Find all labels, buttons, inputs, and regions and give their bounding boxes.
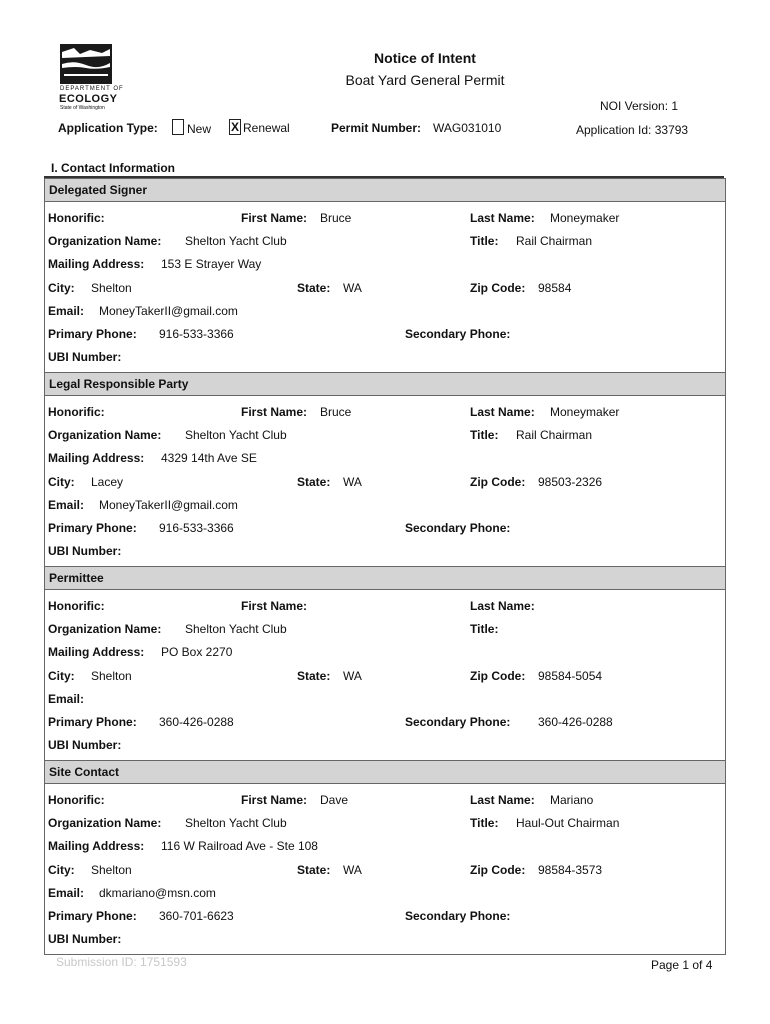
last-name-label: Last Name: — [470, 211, 535, 225]
last-name-label: Last Name: — [470, 599, 535, 613]
zip-value: 98584-3573 — [538, 863, 603, 877]
organization-value: Shelton Yacht Club — [185, 816, 287, 830]
city-label: City: — [48, 475, 75, 489]
state-value: WA — [343, 475, 362, 489]
section-heading: Permittee — [45, 567, 725, 590]
primary-phone-value: 360-426-0288 — [159, 715, 234, 729]
primary-phone-label: Primary Phone: — [48, 715, 137, 729]
mailing-address-label: Mailing Address: — [48, 257, 145, 271]
zip-label: Zip Code: — [470, 475, 526, 489]
page-number: Page 1 of 4 — [651, 958, 713, 972]
honorific-label: Honorific: — [48, 405, 105, 419]
email-value: dkmariano@msn.com — [99, 886, 216, 900]
state-label: State: — [297, 863, 331, 877]
email-value: MoneyTakerII@gmail.com — [99, 304, 238, 318]
section-heading: Legal Responsible Party — [45, 373, 725, 396]
organization-label: Organization Name: — [48, 428, 162, 442]
email-label: Email: — [48, 886, 85, 900]
ubi-label: UBI Number: — [48, 932, 122, 946]
new-label: New — [187, 122, 212, 136]
first-name-label: First Name: — [241, 211, 308, 225]
section-body — [45, 202, 725, 373]
section-heading: Delegated Signer — [45, 179, 725, 202]
section-heading: Site Contact — [45, 761, 725, 784]
email-label: Email: — [48, 692, 85, 706]
title-label: Title: — [470, 622, 499, 636]
logo-ecology-text: ECOLOGY — [59, 93, 118, 105]
title-label: Title: — [470, 234, 499, 248]
state-label: State: — [297, 281, 331, 295]
section-body — [45, 784, 725, 954]
honorific-label: Honorific: — [48, 599, 105, 613]
primary-phone-label: Primary Phone: — [48, 521, 137, 535]
application-id: Application Id: 33793 — [576, 123, 689, 137]
secondary-phone-label: Secondary Phone: — [405, 327, 511, 341]
first-name-label: First Name: — [241, 405, 308, 419]
mailing-address-value: 4329 14th Ave SE — [161, 451, 257, 465]
last-name-value: Moneymaker — [550, 211, 620, 225]
city-value: Shelton — [91, 669, 132, 683]
permit-number-label: Permit Number: — [331, 121, 422, 135]
email-label: Email: — [48, 498, 85, 512]
first-name-value: Dave — [320, 793, 349, 807]
organization-label: Organization Name: — [48, 234, 162, 248]
mailing-address-value: PO Box 2270 — [161, 645, 233, 659]
new-checkbox[interactable] — [172, 119, 184, 135]
honorific-label: Honorific: — [48, 211, 105, 225]
secondary-phone-label: Secondary Phone: — [405, 715, 511, 729]
zip-value: 98503-2326 — [538, 475, 603, 489]
first-name-label: First Name: — [241, 793, 308, 807]
mailing-address-label: Mailing Address: — [48, 451, 145, 465]
renewal-label: Renewal — [243, 121, 290, 135]
email-label: Email: — [48, 304, 85, 318]
application-type-label: Application Type: — [58, 121, 158, 135]
state-value: WA — [343, 863, 362, 877]
last-name-value: Mariano — [550, 793, 594, 807]
mailing-address-value: 153 E Strayer Way — [161, 257, 262, 271]
organization-value: Shelton Yacht Club — [185, 428, 287, 442]
page-title: Notice of Intent — [374, 50, 476, 66]
section-body — [45, 396, 725, 567]
title-value: Rail Chairman — [516, 234, 593, 248]
organization-value: Shelton Yacht Club — [185, 622, 287, 636]
last-name-value: Moneymaker — [550, 405, 620, 419]
ubi-label: UBI Number: — [48, 544, 122, 558]
zip-label: Zip Code: — [470, 863, 526, 877]
first-name-value: Bruce — [320, 211, 352, 225]
primary-phone-value: 916-533-3366 — [159, 521, 234, 535]
title-label: Title: — [470, 816, 499, 830]
zip-label: Zip Code: — [470, 281, 526, 295]
primary-phone-value: 916-533-3366 — [159, 327, 234, 341]
logo-department-text: DEPARTMENT OF — [60, 86, 124, 92]
mailing-address-label: Mailing Address: — [48, 839, 145, 853]
city-value: Lacey — [91, 475, 124, 489]
primary-phone-value: 360-701-6623 — [159, 909, 234, 923]
organization-label: Organization Name: — [48, 816, 162, 830]
section-body — [45, 590, 725, 761]
email-value: MoneyTakerII@gmail.com — [99, 498, 238, 512]
noi-version: NOI Version: 1 — [600, 99, 679, 113]
last-name-label: Last Name: — [470, 405, 535, 419]
secondary-phone-label: Secondary Phone: — [405, 909, 511, 923]
title-value: Rail Chairman — [516, 428, 593, 442]
state-value: WA — [343, 281, 362, 295]
first-name-value: Bruce — [320, 405, 352, 419]
secondary-phone-label: Secondary Phone: — [405, 521, 511, 535]
renewal-checkbox[interactable]: X — [230, 120, 239, 134]
zip-value: 98584-5054 — [538, 669, 603, 683]
city-label: City: — [48, 669, 75, 683]
logo-state-text: State of Washington — [60, 105, 105, 111]
state-label: State: — [297, 669, 331, 683]
primary-phone-label: Primary Phone: — [48, 327, 137, 341]
title-value: Haul-Out Chairman — [516, 816, 620, 830]
state-label: State: — [297, 475, 331, 489]
city-label: City: — [48, 281, 75, 295]
state-value: WA — [343, 669, 362, 683]
primary-phone-label: Primary Phone: — [48, 909, 137, 923]
first-name-label: First Name: — [241, 599, 308, 613]
ubi-label: UBI Number: — [48, 738, 122, 752]
title-label: Title: — [470, 428, 499, 442]
zip-value: 98584 — [538, 281, 572, 295]
ubi-label: UBI Number: — [48, 350, 122, 364]
mailing-address-label: Mailing Address: — [48, 645, 145, 659]
contact-sections — [44, 178, 726, 955]
permit-number-value: WAG031010 — [433, 121, 502, 135]
secondary-phone-value: 360-426-0288 — [538, 715, 613, 729]
city-label: City: — [48, 863, 75, 877]
honorific-label: Honorific: — [48, 793, 105, 807]
organization-value: Shelton Yacht Club — [185, 234, 287, 248]
zip-label: Zip Code: — [470, 669, 526, 683]
contact-information-heading: I. Contact Information — [51, 161, 175, 175]
organization-label: Organization Name: — [48, 622, 162, 636]
mailing-address-value: 116 W Railroad Ave - Ste 108 — [161, 839, 318, 853]
page-subtitle: Boat Yard General Permit — [345, 72, 505, 88]
city-value: Shelton — [91, 863, 132, 877]
submission-id: Submission ID: 1751593 — [56, 955, 187, 969]
city-value: Shelton — [91, 281, 132, 295]
last-name-label: Last Name: — [470, 793, 535, 807]
